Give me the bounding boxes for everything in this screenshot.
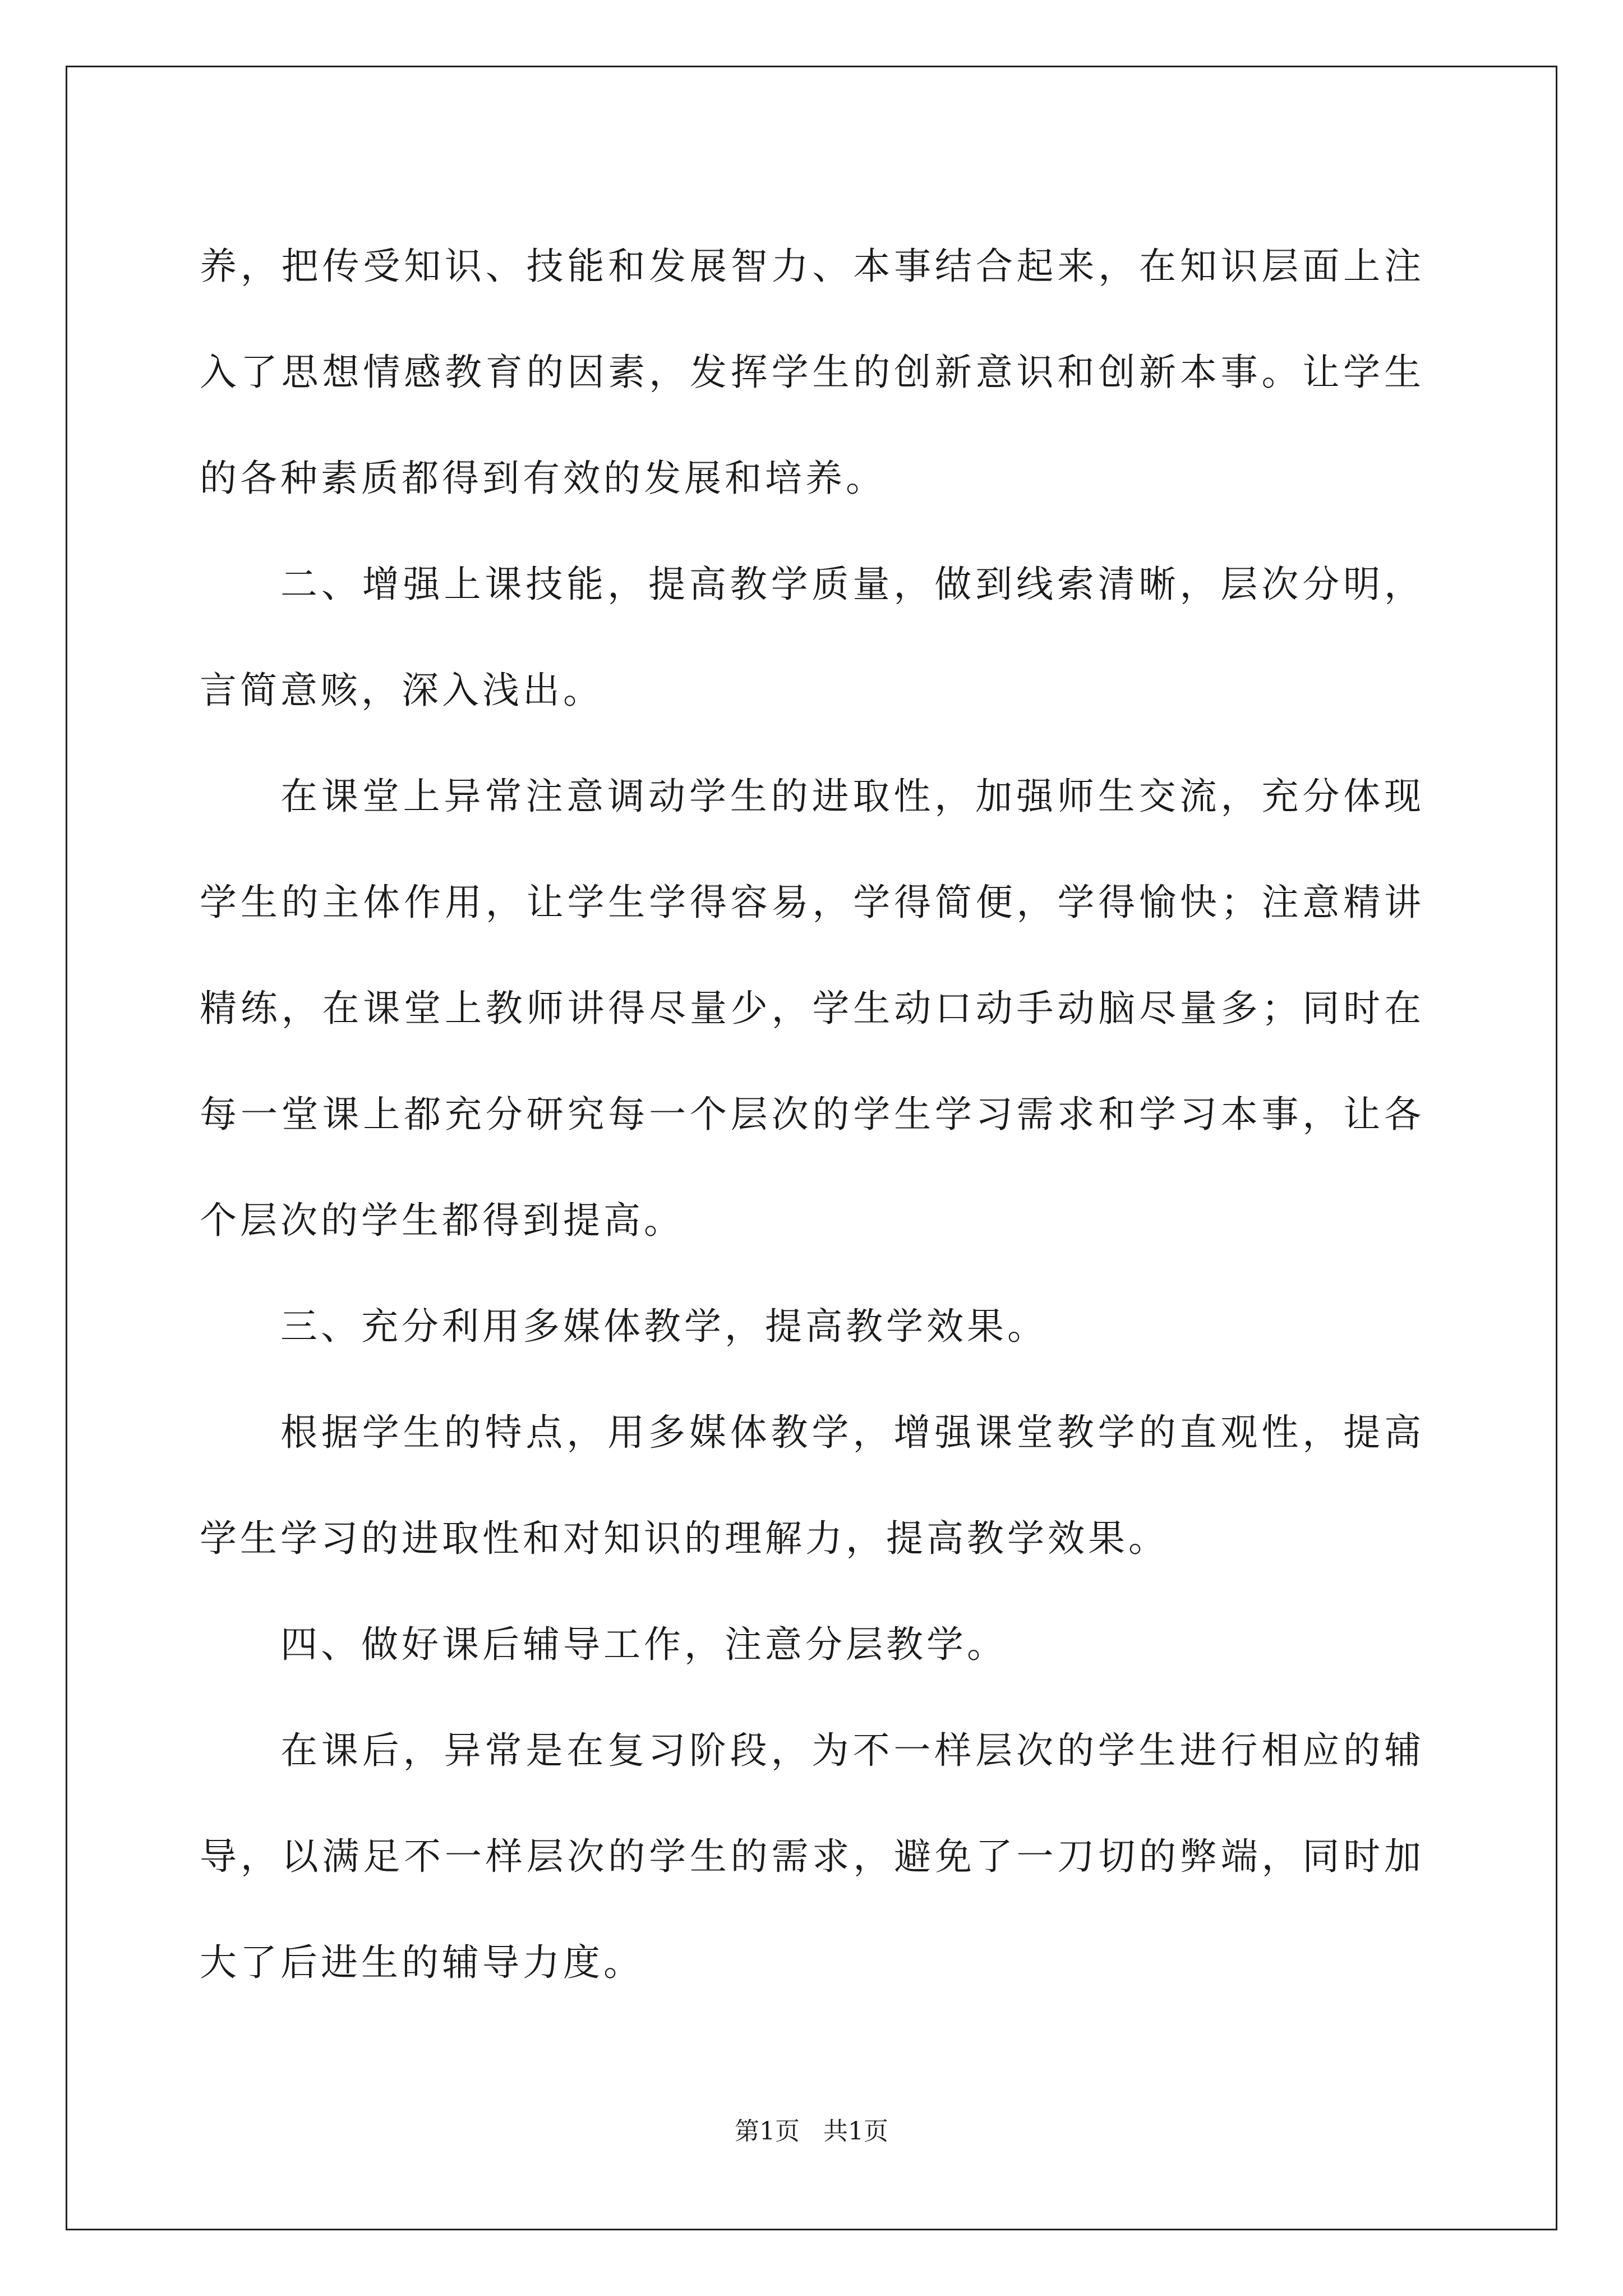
paragraph-classroom: 在课堂上异常注意调动学生的进取性，加强师生交流，充分体现学生的主体作用，让学生学得容易，学得简便，学得愉快；注意精讲精练，在课堂上教师讲得尽量少，学生动口动手动脑尽量多；同时在每一堂课上都充分研究每一个层次的学生学习需求和学习本事，让各个层次的学生都得到提高。: [200, 775, 1424, 1242]
paragraph-multimedia: 根据学生的特点，用多媒体教学，增强课堂教学的直观性，提高学生学习的进取性和对知识的理解力，提高教学效果。: [200, 1411, 1424, 1560]
paragraph-after-class: 在课后，异常是在复习阶段，为不一样层次的学生进行相应的辅导，以满足不一样层次的学生的需求，避免了一刀切的弊端，同时加大了后进生的辅导力度。: [200, 1729, 1424, 1984]
section-heading-2: 二、增强上课技能，提高教学质量，做到线索清晰，层次分明，言简意赅，深入浅出。: [200, 563, 1424, 712]
page-number-footer: 第1页 共1页: [735, 2117, 888, 2146]
document-body: [200, 213, 1424, 2016]
section-heading-4: 四、做好课后辅导工作，注意分层教学。: [280, 1623, 1007, 1666]
paragraph-continuation: 养，把传受知识、技能和发展智力、本事结合起来，在知识层面上注入了思想情感教育的因素，发挥学生的创新意识和创新本事。让学生的各种素质都得到有效的发展和培养。: [200, 245, 1424, 500]
section-heading-3: 三、充分利用多媒体教学，提高教学效果。: [280, 1305, 1048, 1348]
